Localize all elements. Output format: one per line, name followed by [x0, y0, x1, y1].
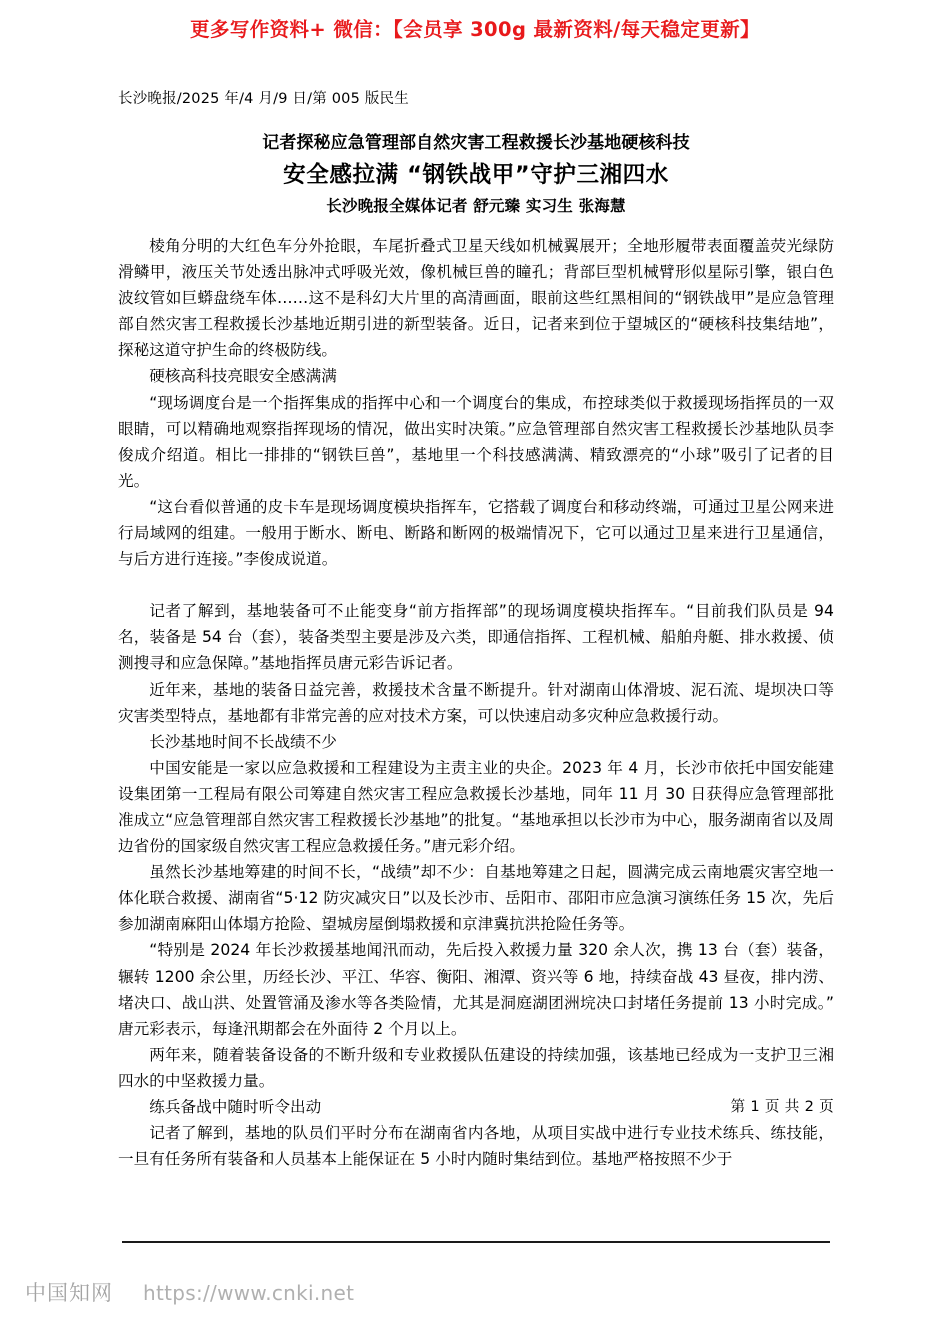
- footer-divider: [122, 1241, 830, 1243]
- article-paragraph: 虽然长沙基地筹建的时间不长，“战绩”却不少：自基地筹建之日起，圆满完成云南地震灾害空地一体化联合救援、湖南省“5·12 防灾减灾日”以及长沙市、岳阳市、邵阳市应急演习演练任务 15 次，先后参加湖南麻阳山体塌方抢险、望城房屋倒塌救援和京津冀抗洪抢险任务等。: [118, 863, 834, 934]
- article-byline: 长沙晚报全媒体记者 舒元臻 实习生 张海慧: [326, 197, 626, 215]
- article-paragraph: “这台看似普通的皮卡车是现场调度模块指挥车，它搭载了调度台和移动终端，可通过卫星公网来进行局域网的组建。一般用于断水、断电、断路和断网的极端情况下，它可以通过卫星来进行卫星通信，与后方进行连接。”李俊成说道。: [118, 497, 834, 569]
- document-content: [118, 88, 834, 1172]
- article-paragraph: “现场调度台是一个指挥集成的指挥中心和一个调度台的集成，布控球类似于救援现场指挥员的一双眼睛，可以精确地观察指挥现场的情况，做出实时决策。”应急管理部自然灾害工程救援长沙基地队员李俊成介绍道。相比一排排的“钢铁巨兽”，基地里一个科技感满满、精致漂亮的“小球”吸引了记者的目光。: [118, 393, 834, 490]
- cnki-watermark: [25, 1277, 354, 1307]
- promo-banner: [0, 14, 950, 42]
- article-kicker: 记者探秘应急管理部自然灾害工程救援长沙基地硬核科技: [262, 133, 690, 153]
- article-paragraph: “特别是 2024 年长沙救援基地闻汛而动，先后投入救援力量 320 余人次，携 13 台（套）装备，辗转 1200 余公里，历经长沙、平江、华容、衡阳、湘潭、资兴等 6 地，持续奋战 43 昼夜，排内涝、堵决口、战山洪、处置管涌及渗水等各类险情，尤其是洞庭湖团洲垸决口封堵任务提前 13 小时完成。”唐元彩表示，每逢汛期都会在外面待 2 个月以上。: [118, 941, 834, 1038]
- title-block: [118, 130, 834, 220]
- promo-banner-text: 更多写作资料+ 微信：【会员享 300g 最新资料/每天稳定更新】: [190, 18, 760, 41]
- article-paragraph: 棱角分明的大红色车分外抢眼，车尾折叠式卫星天线如机械翼展开；全地形履带表面覆盖荧光绿防滑鳞甲，液压关节处透出脉冲式呼吸光效，像机械巨兽的瞳孔；背部巨型机械臂形似星际引擎，银白色波纹管如巨蟒盘绕车体……这不是科幻大片里的高清画面，眼前这些红黑相间的“钢铁战甲”是应急管理部自然灾害工程救援长沙基地近期引进的新型装备。近日，记者来到位于望城区的“硬核科技集结地”，探秘这道守护生命的终极防线。: [118, 237, 834, 360]
- article-subheading: 长沙基地时间不长战绩不少: [149, 732, 337, 751]
- article-paragraph: 记者了解到，基地的队员们平时分布在湖南省内各地，从项目实战中进行专业技术练兵、练技能，一旦有任务所有装备和人员基本上能保证在 5 小时内随时集结到位。基地严格按照不少于: [118, 1124, 834, 1169]
- cnki-brand-label: 中国知网: [25, 1281, 113, 1305]
- article-subheading: 练兵备战中随时听令出动: [149, 1098, 322, 1116]
- article-subheading: 硬核高科技亮眼安全感满满: [149, 367, 337, 386]
- article-body: [118, 233, 834, 1172]
- source-citation-line: 长沙晚报/2025 年/4 月/9 日/第 005 版民生: [118, 91, 409, 107]
- article-paragraph: 记者了解到，基地装备可不止能变身“前方指挥部”的现场调度模块指挥车。“目前我们队员是 94 名，装备是 54 台（套），装备类型主要是涉及六类，即通信指挥、工程机械、船舶舟艇、排水救援、侦测搜寻和应急保障。”基地指挥员唐元彩告诉记者。: [118, 602, 834, 673]
- page-number-footer: 第 1 页 共 2 页: [730, 1098, 834, 1115]
- article-paragraph: 近年来，基地的装备日益完善，救援技术含量不断提升。针对湖南山体滑坡、泥石流、堤坝决口等灾害类型特点，基地都有非常完善的应对技术方案，可以快速启动多灾种应急救援行动。: [118, 680, 834, 725]
- article-title: 安全感拉满 “钢铁战甲”守护三湘四水: [283, 162, 669, 188]
- cnki-url-label: https://www.cnki.net: [143, 1281, 355, 1305]
- article-paragraph: 中国安能是一家以应急救援和工程建设为主责主业的央企。2023 年 4 月，长沙市依托中国安能建设集团第一工程局有限公司筹建自然灾害工程应急救援长沙基地，同年 11 月 30 日获得应急管理部批准成立“应急管理部自然灾害工程救援长沙基地”的批复。“基地承担以长沙市为中心，服务湖南省以及周边省份的国家级自然灾害工程应急救援任务。”唐元彩介绍。: [118, 758, 834, 856]
- article-paragraph: 两年来，随着装备设备的不断升级和专业救援队伍建设的持续加强，该基地已经成为一支护卫三湘四水的中坚救援力量。: [118, 1045, 834, 1090]
